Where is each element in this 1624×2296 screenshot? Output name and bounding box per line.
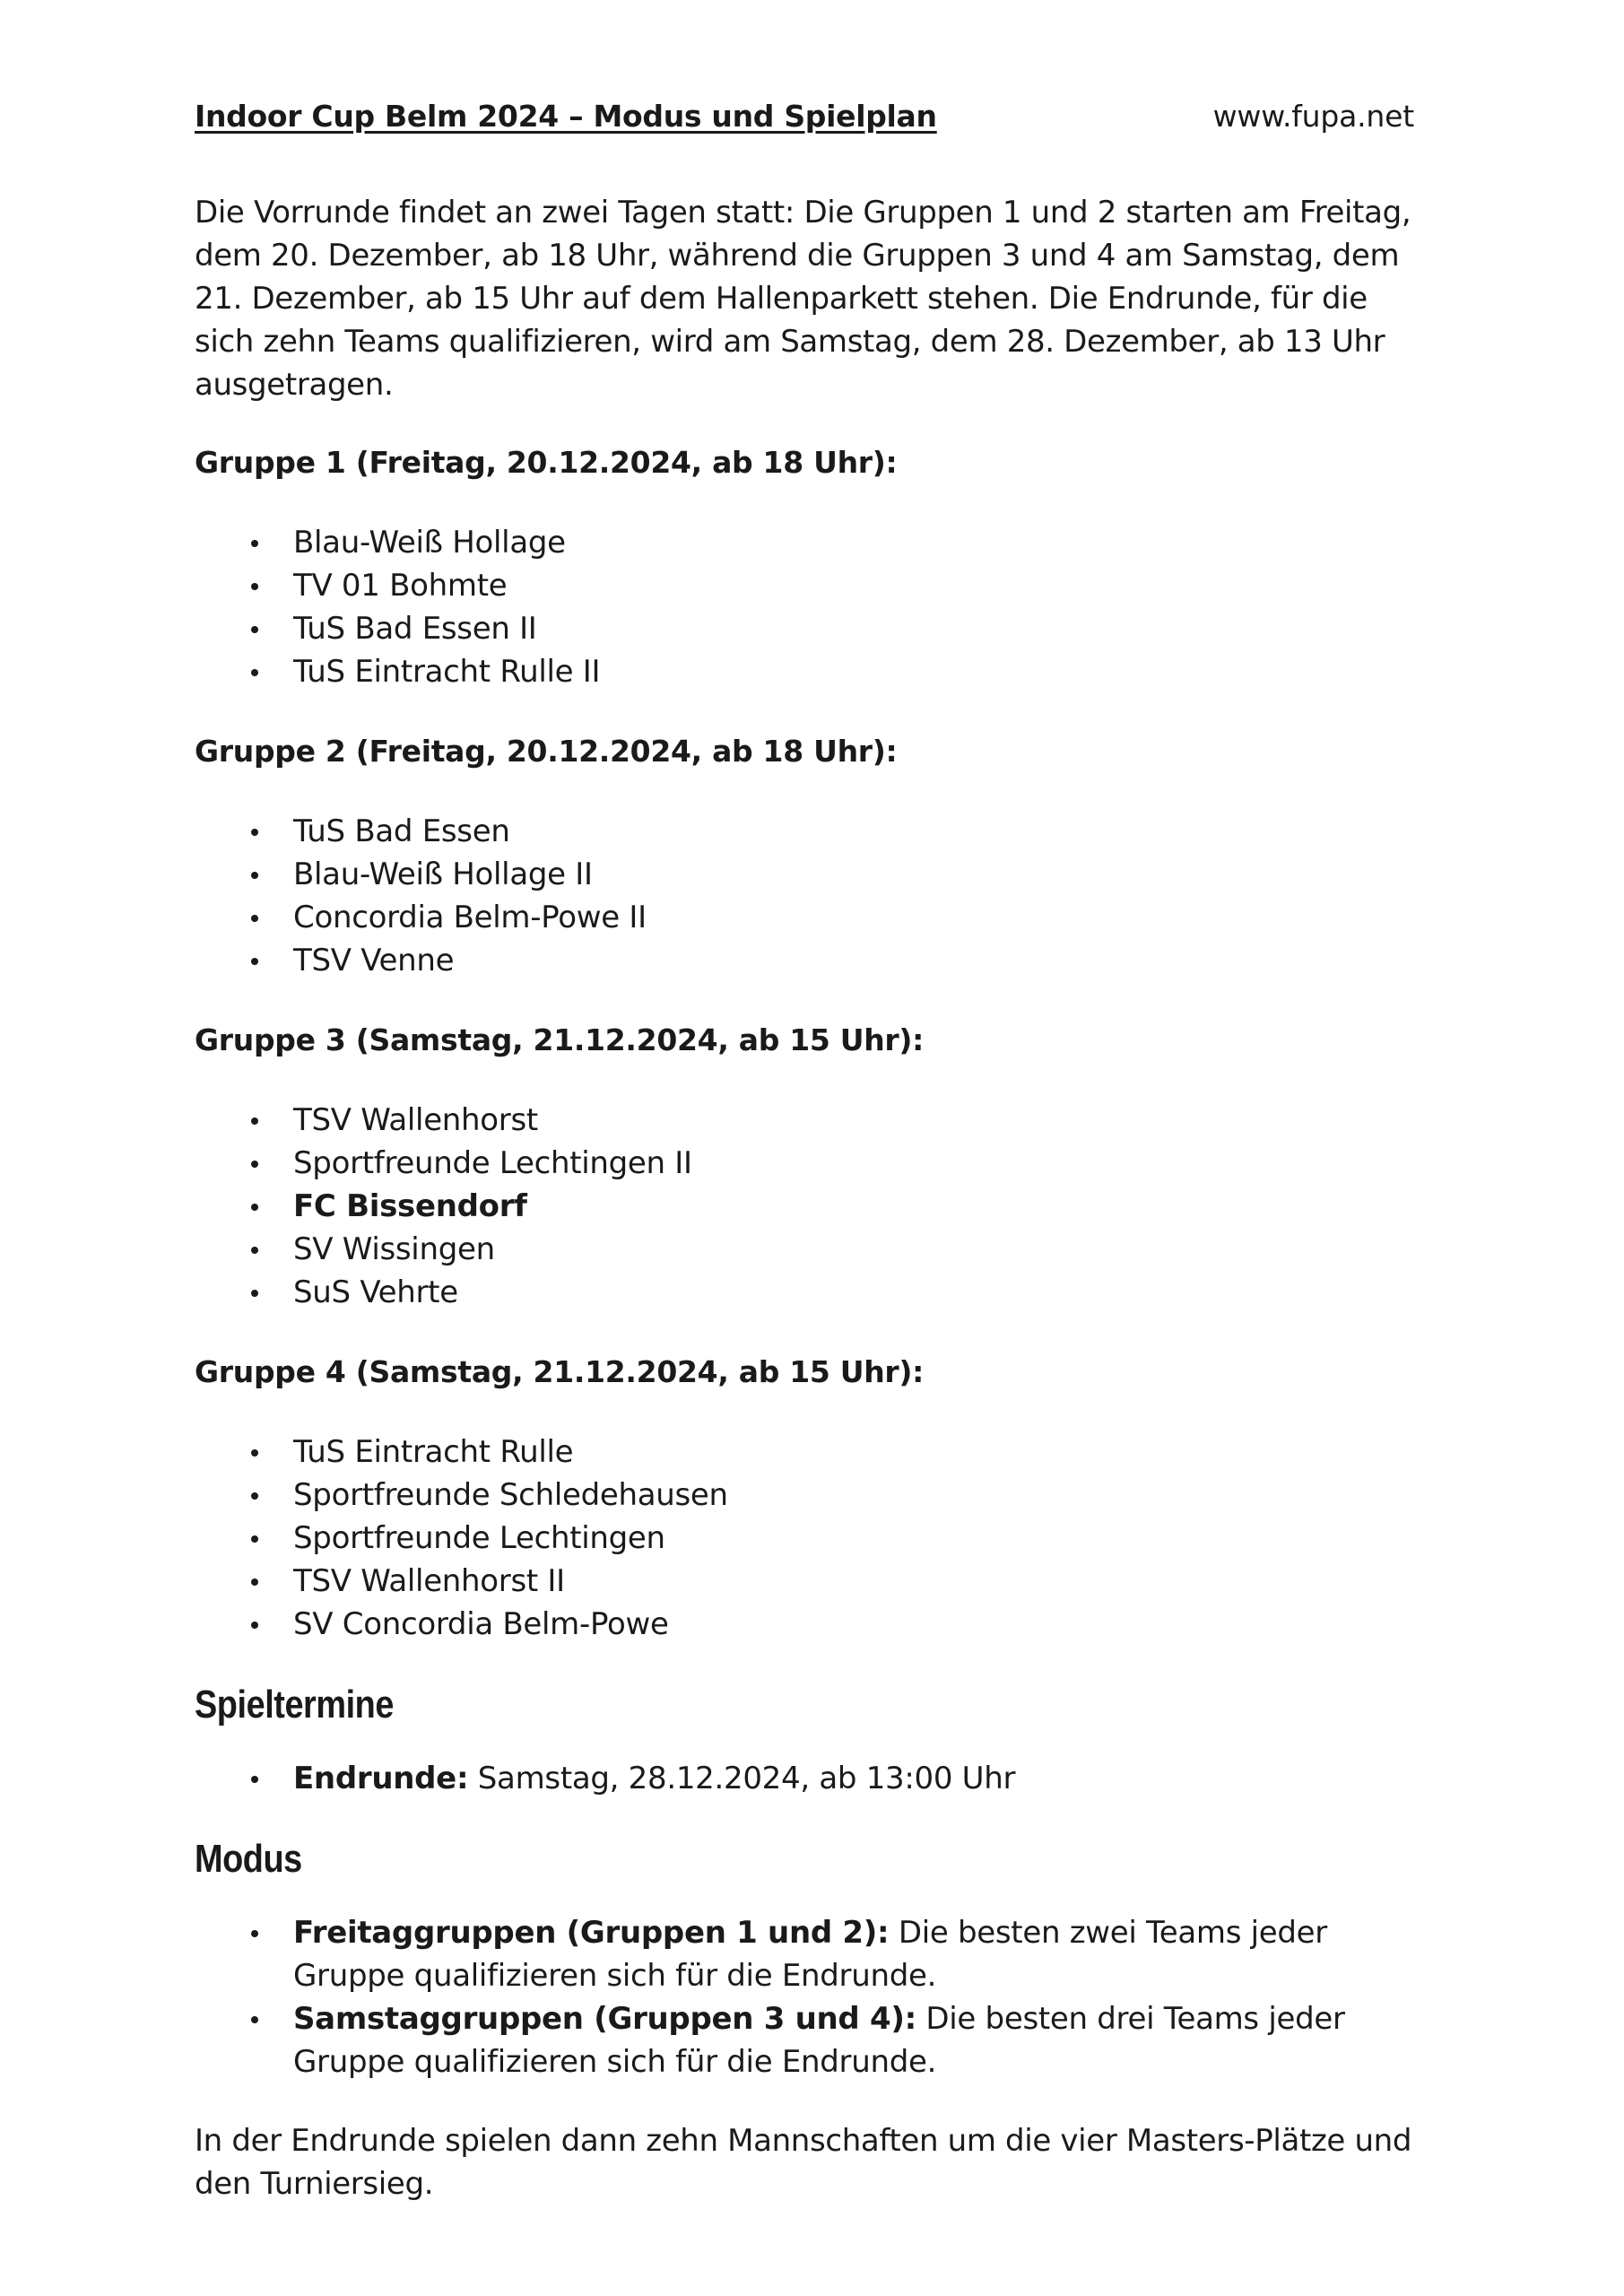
team-list-item: TuS Eintracht Rulle II <box>195 650 1414 693</box>
intro-paragraph: Die Vorrunde findet an zwei Tagen statt: Die Gruppen 1 und 2 starten am Freitag, dem 20. Dezember, ab 18 Uhr, während die Gruppen 3 und 4 am Samstag, dem 21. Dezember, ab 15 Uhr auf dem Hallenparkett stehen. Die Endrunde, für die sich zehn Teams qualifizieren, wird am Samstag, dem 28. Dezember, ab 13 Uhr ausgetragen. <box>195 195 1411 403</box>
team-list-item: TuS Eintracht Rulle <box>195 1431 1414 1474</box>
schedule-item-label: Endrunde: <box>293 1761 469 1796</box>
team-list-item: Blau-Weiß Hollage II <box>195 853 1414 896</box>
team-list-item: Blau-Weiß Hollage <box>195 521 1414 564</box>
team-list-item: TSV Wallenhorst II <box>195 1560 1414 1603</box>
group-3-team-list <box>195 1099 1414 1314</box>
group-2-team-list <box>195 810 1414 982</box>
team-list-item: TuS Bad Essen <box>195 810 1414 853</box>
schedule-item <box>195 1757 1414 1800</box>
team-list-item: Concordia Belm-Powe II <box>195 896 1414 939</box>
team-list-item: SV Concordia Belm-Powe <box>195 1603 1414 1646</box>
team-list-item: SV Wissingen <box>195 1228 1414 1271</box>
team-list-item: Sportfreunde Lechtingen II <box>195 1142 1414 1185</box>
group-4-team-list <box>195 1431 1414 1646</box>
modus-list <box>195 1911 1414 2083</box>
group-2-title: Gruppe 2 (Freitag, 20.12.2024, ab 18 Uhr): <box>195 734 898 769</box>
team-list-item: SuS Vehrte <box>195 1271 1414 1314</box>
schedule-item-text: Samstag, 28.12.2024, ab 13:00 Uhr <box>477 1761 1016 1796</box>
modus-item <box>195 1911 1414 1997</box>
modus-item-label: Samstaggruppen (Gruppen 3 und 4): <box>293 2001 916 2037</box>
team-list-item-highlighted: FC Bissendorf <box>195 1185 1414 1228</box>
modus-heading: Modus <box>195 1837 302 1881</box>
spieltermine-heading: Spieltermine <box>195 1683 394 1726</box>
document-header <box>195 99 1414 149</box>
modus-item-text: Die besten drei Teams jeder Gruppe qualifizieren sich für die Endrunde. <box>293 2001 1345 2080</box>
closing-paragraph: In der Endrunde spielen dann zehn Mannschaften um die vier Masters-Plätze und den Turniersieg. <box>195 2123 1412 2202</box>
group-3-title: Gruppe 3 (Samstag, 21.12.2024, ab 15 Uhr): <box>195 1022 925 1057</box>
spieltermine-list <box>195 1757 1414 1800</box>
team-list-item: TuS Bad Essen II <box>195 607 1414 650</box>
team-list-item: TV 01 Bohmte <box>195 564 1414 607</box>
team-list-item: Sportfreunde Lechtingen <box>195 1517 1414 1560</box>
modus-item-text: Die besten zwei Teams jeder Gruppe qualifizieren sich für die Endrunde. <box>293 1915 1327 1994</box>
document-title: Indoor Cup Belm 2024 – Modus und Spielplan <box>195 99 937 134</box>
source-url: www.fupa.net <box>1212 99 1414 134</box>
document-page <box>195 99 1414 2205</box>
group-1-title: Gruppe 1 (Freitag, 20.12.2024, ab 18 Uhr): <box>195 445 898 480</box>
group-1-team-list <box>195 521 1414 693</box>
team-list-item: Sportfreunde Schledehausen <box>195 1474 1414 1517</box>
modus-item-label: Freitaggruppen (Gruppen 1 und 2): <box>293 1915 890 1951</box>
group-4-title: Gruppe 4 (Samstag, 21.12.2024, ab 15 Uhr): <box>195 1354 925 1389</box>
modus-item <box>195 1997 1414 2083</box>
team-list-item: TSV Venne <box>195 939 1414 982</box>
team-list-item: TSV Wallenhorst <box>195 1099 1414 1142</box>
